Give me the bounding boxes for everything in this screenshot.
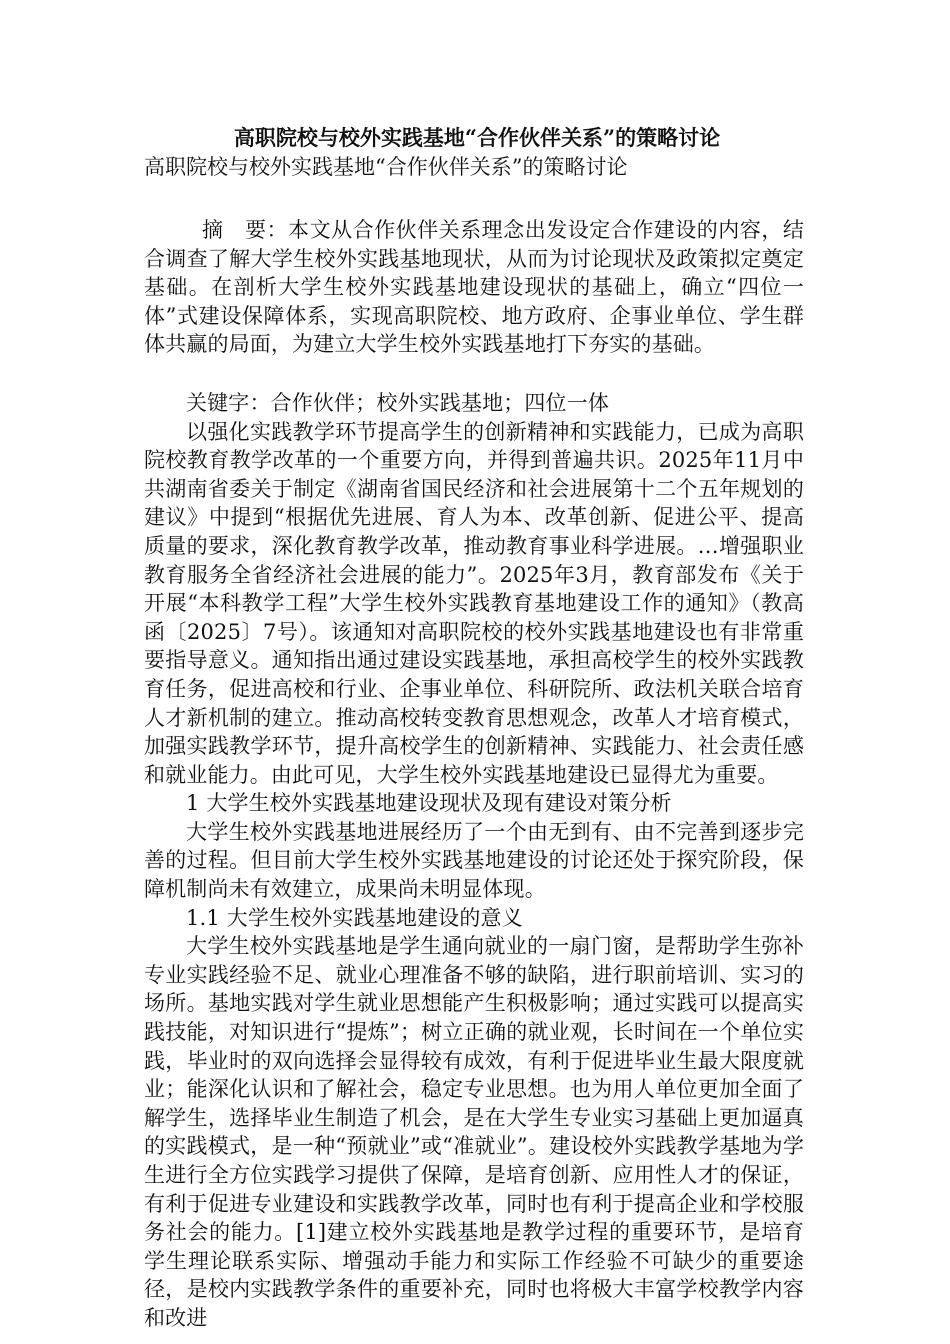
section-heading-1: 1 大学生校外实践基地建设现状及现有建设对策分析 bbox=[186, 791, 672, 816]
section-1-1-paragraph: 大学生校外实践基地是学生通向就业的一扇门窗，是帮助学生弥补专业实践经验不足、就业心理准备不够的缺陷，进行职前培训、实习的场所。基地实践对学生就业思想能产生积极影响；通过实践可以提高实践技能，对知识进行“提炼”；树立正确的就业观，长时间在一个单位实践，毕业时的双向选择会显得较有成效，有利于促进毕业生最大限度就业；能深化认识和了解社会，稳定专业思想。也为用人单位更加全面了解学生，选择毕业生制造了机会，是在大学生专业实习基础上更加逼真的实践模式，是一种“预就业”或“准就业”。建设校外实践教学基地为学生进行全方位实践学习提供了保障，是培育创新、应用性人才的保证，有利于促进专业建设和实践教学改革，同时也有利于提高企业和学校服务社会的能力。[1]建立校外实践基地是教学过程的重要环节，是培育学生理论联系实际、增强动手能力和实际工作经验不可缺少的重要途径，是校内实践教学条件的重要补充，同时也将极大丰富学校教学内容和改进 bbox=[144, 934, 804, 1330]
intro-paragraph: 以强化实践教学环节提高学生的创新精神和实践能力，已成为高职院校教育教学改革的一个重要方向，并得到普遍共识。2025年11月中共湖南省委关于制定《湖南省国民经济和社会进展第十二个五年规划的建议》中提到“根据优先进展、育人为本、改革创新、促进公平、提高质量的要求，深化教育教学改革，推动教育事业科学进展。…增强职业教育服务全省经济社会进展的能力”。2025年3月，教育部发布《关于开展“本科教学工程”大学生校外实践教育基地建设工作的通知》（教高函〔2025〕7号）。该通知对高职院校的校外实践基地建设也有非常重要指导意义。通知指出通过建设实践基地，承担高校学生的校外实践教育任务，促进高校和行业、企事业单位、科研院所、政法机关联合培育人才新机制的建立。推动高校转变教育思想观念，改革人才培育模式，加强实践教学环节，提升高校学生的创新精神、实践能力、社会责任感和就业能力。由此可见，大学生校外实践基地建设已显得尤为重要。 bbox=[144, 419, 804, 787]
section-1-paragraph: 大学生校外实践基地进展经历了一个由无到有、由不完善到逐步完善的过程。但目前大学生校外实践基地建设的讨论还处于探究阶段，保障机制尚未有效建立，成果尚未明显体现。 bbox=[144, 819, 804, 902]
document-subtitle: 高职院校与校外实践基地“合作伙伴关系”的策略讨论 bbox=[144, 155, 628, 179]
keywords-line: 关键字：合作伙伴；校外实践基地；四位一体 bbox=[186, 390, 609, 415]
abstract-paragraph: 摘 要：本文从合作伙伴关系理念出发设定合作建设的内容，结合调查了解大学生校外实践基地现状，从而为讨论现状及政策拟定奠定基础。在剖析大学生校外实践基地建设现状的基础上，确立“四位一体”式建设保障体系，实现高职院校、地方政府、企事业单位、学生群体共赢的局面，为建立大学生校外实践基地打下夯实的基础。 bbox=[144, 218, 804, 357]
document-body bbox=[144, 122, 804, 1333]
section-heading-1-1: 1.1 大学生校外实践基地建设的意义 bbox=[186, 905, 523, 930]
document-title: 高职院校与校外实践基地“合作伙伴关系”的策略讨论 bbox=[233, 125, 721, 150]
